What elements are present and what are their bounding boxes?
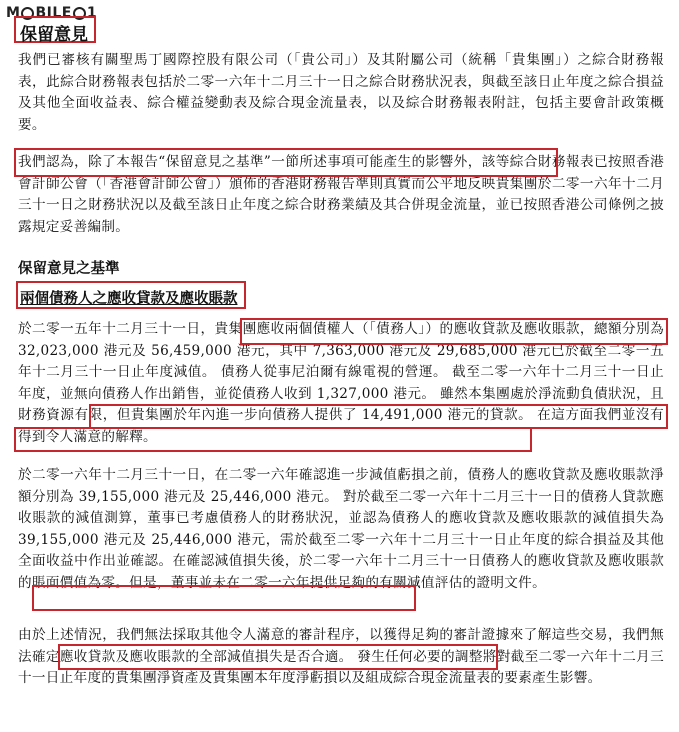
subheading-receivables: 兩個債務人之應收貸款及應收賬款 <box>16 281 246 309</box>
paragraph-opinion: 我們認為，除了本報告“保留意見之基準”一節所述事項可能產生的影響外，該等綜合財務報表已按照香港會計師公會（「香港會計師公會」）頒佈的香港財務報告準則真實而公平地反映貴集團於二零一六年十二月三十一日之財務狀況以及截至該日止年度之綜合財務業績及其合併現金流量，並已按照香港公司條例之披露規定妥善編制。 <box>18 154 664 235</box>
paragraph-impairment: 於二零一六年十二月三十一日，在二零一六年確認進一步減值虧損之前，債務人的應收貸款及應收賬款淨額分別為 39,155,000 港元及 25,446,000 港元。 對於截至二零一六年十二月三十一日的債務人貸款應收賬款的減值測算，董事已考慮債務人的財務狀況，並認為債務人的應收貸款及應收賬款的減值損失為 39,155,000 港元及 25,446,000 港元，需於截至二零一六年十二月三十一日止年度的綜合損益及其他全面收益中作出並確認。在確認減值損失後，於二零一六年十二月三十一日債務人的應收貸款及應收賬款的賬面價值為零。但是，董事並未在二零一六年提供足夠的有關減值評估的證明文件。 <box>18 467 664 591</box>
heading-basis-for-opinion: 保留意見之基準 <box>18 260 120 277</box>
mobile01-watermark-logo: M BILE 1 <box>6 5 98 21</box>
paragraph-audit-scope: 我們已審核有關聖馬丁國際控股有限公司（「貴公司」）及其附屬公司（統稱「貴集團」）之綜合財務報表，此綜合財務報表包括於二零一六年十二月三十一日之綜合財務狀況表，與截至該日止年度之綜合損益及其他全面收益表、綜合權益變動表及綜合現金流量表，以及綜合財務報表附註，包括主要會計政策概要。 <box>18 52 664 133</box>
paragraph-receivables-detail: 於二零一五年十二月三十一日，貴集團應收兩個債權人（「債務人」）的應收貸款及應收賬款，總額分別為 32,023,000 港元及 56,459,000 港元，其中 7,363,000 港元及 29,685,000 港元已於截至二零一五年十二月三十一日止年度減值。 債務人從事尼泊爾有線電視的營運。 截至二零一六年十二月三十一日止年度，並無向債務人作出銷售，並從債務人收到 1,327,000 港元。 雖然本集團處於淨流動負債狀況，且財務資源有限，但貴集團於年內進一步向債務人提供了 14,491,000 港元的貸款。 在這方面我們並沒有得到令人滿意的解釋。 <box>18 321 664 445</box>
page-title: 保留意見 <box>14 16 96 43</box>
paragraph-conclusion: 由於上述情況，我們無法採取其他令人滿意的審計程序，以獲得足夠的審計證據來了解這些交易，我們無法確定應收貸款及應收賬款的全部減值損失是否合適。 發生任何必要的調整將對截至二零一六年十二月三十一日止年度的貴集團淨資產及貴集團本年度淨虧損以及組成綜合現金流量表的要素產生影響。 <box>18 627 664 687</box>
